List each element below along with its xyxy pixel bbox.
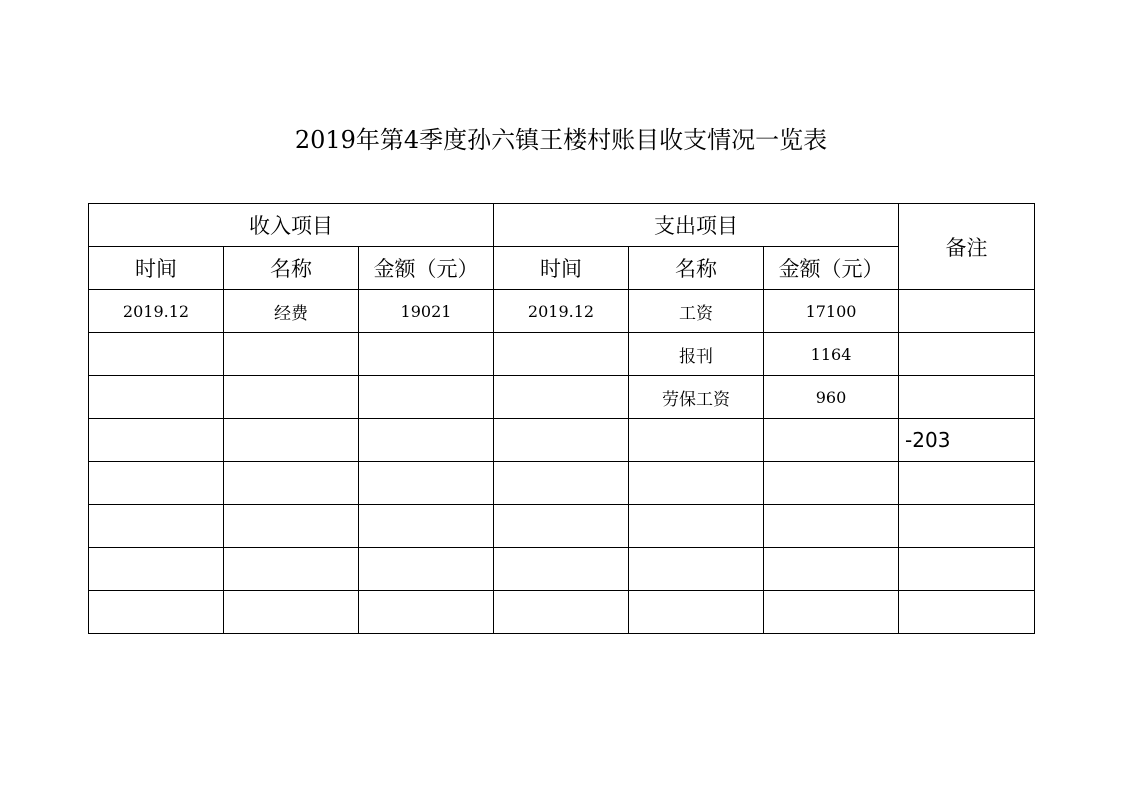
remark-cell: -203 <box>899 419 1035 462</box>
income-amount-cell <box>359 376 494 419</box>
income-amount-cell: 19021 <box>359 290 494 333</box>
remark-cell <box>899 505 1035 548</box>
expense-time-cell <box>494 333 629 376</box>
expense-time-cell <box>494 548 629 591</box>
expense-group-header: 支出项目 <box>494 204 899 247</box>
table-row <box>89 591 1035 634</box>
income-name-cell <box>224 505 359 548</box>
income-name-header: 名称 <box>224 247 359 290</box>
income-group-header: 收入项目 <box>89 204 494 247</box>
income-name-cell <box>224 548 359 591</box>
expense-amount-cell <box>764 591 899 634</box>
remark-cell <box>899 548 1035 591</box>
expense-time-cell <box>494 419 629 462</box>
table-row <box>89 376 1035 419</box>
income-amount-cell <box>359 548 494 591</box>
expense-name-cell <box>629 462 764 505</box>
table-row <box>89 290 1035 333</box>
table-row <box>89 548 1035 591</box>
expense-name-header: 名称 <box>629 247 764 290</box>
income-amount-cell <box>359 333 494 376</box>
expense-amount-cell <box>764 419 899 462</box>
expense-name-cell <box>629 591 764 634</box>
expense-amount-cell: 960 <box>764 376 899 419</box>
expense-time-cell <box>494 462 629 505</box>
page-title: 2019年第4季度孙六镇王楼村账目收支情况一览表 <box>294 126 828 154</box>
income-amount-cell <box>359 591 494 634</box>
income-time-cell: 2019.12 <box>89 290 224 333</box>
income-time-cell <box>89 591 224 634</box>
table-row <box>89 333 1035 376</box>
income-amount-cell <box>359 419 494 462</box>
expense-time-header: 时间 <box>494 247 629 290</box>
remark-cell <box>899 290 1035 333</box>
remark-cell <box>899 591 1035 634</box>
ledger-table <box>88 203 1035 634</box>
income-time-cell <box>89 548 224 591</box>
expense-amount-cell <box>764 505 899 548</box>
expense-name-cell: 工资 <box>629 290 764 333</box>
table-row <box>89 419 1035 462</box>
expense-time-cell <box>494 505 629 548</box>
income-name-cell: 经费 <box>224 290 359 333</box>
expense-time-cell <box>494 591 629 634</box>
income-name-cell <box>224 419 359 462</box>
income-time-cell <box>89 505 224 548</box>
remark-header: 备注 <box>899 204 1035 290</box>
table-row <box>89 462 1035 505</box>
table-row <box>89 505 1035 548</box>
expense-amount-header: 金额（元） <box>764 247 899 290</box>
expense-amount-cell <box>764 462 899 505</box>
expense-name-cell <box>629 505 764 548</box>
expense-name-cell: 报刊 <box>629 333 764 376</box>
expense-amount-cell: 1164 <box>764 333 899 376</box>
income-time-cell <box>89 462 224 505</box>
income-amount-header: 金额（元） <box>359 247 494 290</box>
expense-name-cell <box>629 548 764 591</box>
income-name-cell <box>224 376 359 419</box>
expense-amount-cell <box>764 548 899 591</box>
income-amount-cell <box>359 505 494 548</box>
expense-name-cell: 劳保工资 <box>629 376 764 419</box>
expense-amount-cell: 17100 <box>764 290 899 333</box>
income-amount-cell <box>359 462 494 505</box>
remark-cell <box>899 376 1035 419</box>
expense-time-cell <box>494 376 629 419</box>
income-name-cell <box>224 591 359 634</box>
income-time-cell <box>89 376 224 419</box>
remark-cell <box>899 333 1035 376</box>
remark-cell <box>899 462 1035 505</box>
income-name-cell <box>224 333 359 376</box>
income-time-header: 时间 <box>89 247 224 290</box>
income-time-cell <box>89 333 224 376</box>
expense-time-cell: 2019.12 <box>494 290 629 333</box>
income-time-cell <box>89 419 224 462</box>
income-name-cell <box>224 462 359 505</box>
expense-name-cell <box>629 419 764 462</box>
